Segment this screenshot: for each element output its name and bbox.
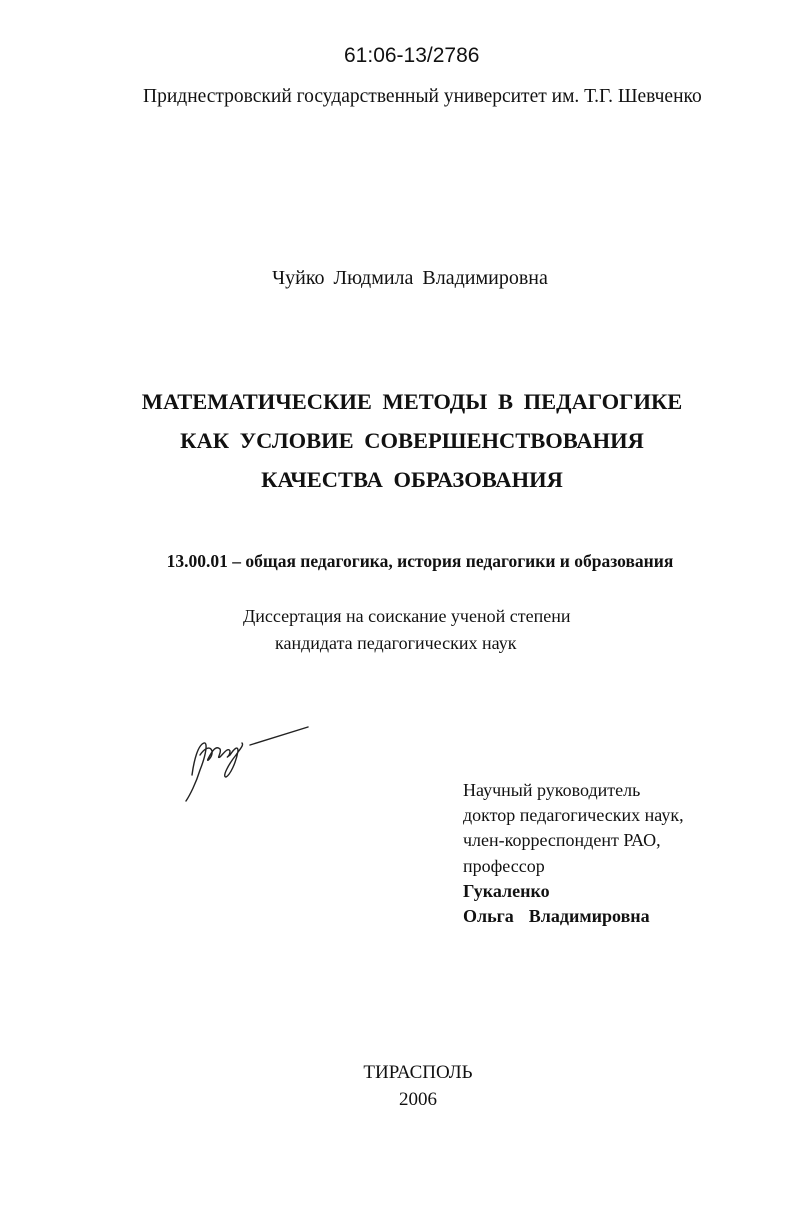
author-signature	[180, 715, 320, 815]
title-line-3: КАЧЕСТВА ОБРАЗОВАНИЯ	[261, 467, 563, 492]
supervisor-name: Ольга Владимировна	[463, 906, 650, 927]
author-name: Чуйко Людмила Владимировна	[272, 267, 548, 289]
supervisor-degree: доктор педагогических наук,	[463, 805, 684, 826]
supervisor-label: Научный руководитель	[463, 780, 641, 800]
supervisor-position: член-корреспондент РАО,	[463, 830, 661, 851]
supervisor-block	[463, 778, 684, 929]
university-name: Приднестровский государственный университет им. Т.Г. Шевченко	[143, 86, 702, 107]
specialty: 13.00.01 – общая педагогика, история педагогики и образования	[166, 551, 674, 571]
city: ТИРАСПОЛЬ	[363, 1062, 473, 1083]
dissertation-line-1: Диссертация на соискание ученой степени	[243, 606, 571, 626]
supervisor-surname: Гукаленко	[463, 880, 550, 901]
dissertation-line-2: кандидата педагогических наук	[275, 633, 517, 653]
supervisor-rank: профессор	[463, 855, 545, 876]
title-line-2: КАК УСЛОВИЕ СОВЕРШЕНСТВОВАНИЯ	[180, 428, 644, 453]
year: 2006	[399, 1089, 437, 1110]
title-line-1: МАТЕМАТИЧЕСКИЕ МЕТОДЫ В ПЕДАГОГИКЕ	[141, 389, 683, 414]
catalog-code: 61:06-13/2786	[344, 44, 480, 67]
